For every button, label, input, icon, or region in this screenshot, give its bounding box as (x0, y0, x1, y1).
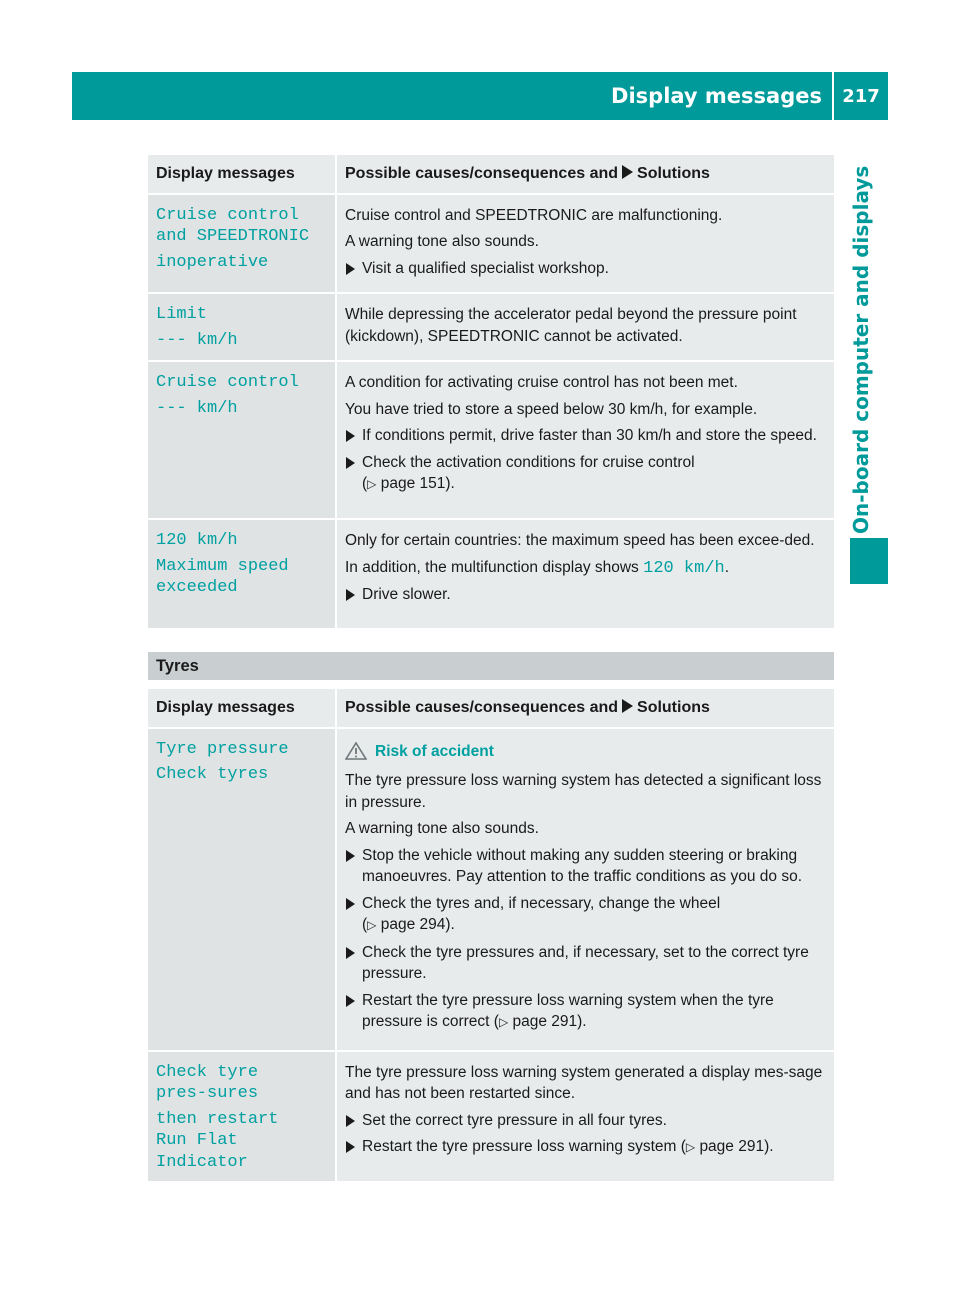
right-triangle-icon (622, 699, 633, 713)
warning-triangle-icon (345, 742, 367, 760)
paragraph: A warning tone also sounds. (345, 820, 539, 837)
display-code-inline: 120 km/h (643, 558, 725, 578)
display-message-cell (148, 1051, 336, 1183)
section-bar-tyres (148, 652, 834, 680)
display-messages-table-2 (148, 689, 834, 1183)
solution-cell (336, 519, 834, 629)
display-message-cell (148, 519, 336, 629)
instruction-step (345, 258, 826, 280)
step-text: Check the tyres and, if necessary, change the wheel (362, 894, 721, 912)
instruction-step (345, 584, 826, 606)
table-row (148, 1051, 834, 1183)
side-tab-block (850, 538, 888, 584)
display-code: Cruise control (156, 373, 299, 392)
side-tab-label: On-board computer and displays (849, 165, 873, 535)
paragraph: Only for certain countries: the maximum speed has been excee-ded. (345, 532, 815, 549)
display-code: Maximum speed exceeded (156, 556, 289, 597)
table-row (148, 361, 834, 519)
paragraph: Cruise control and SPEEDTRONIC are malfunctioning. (345, 206, 723, 224)
display-code: Limit (156, 305, 208, 324)
solution-cell (336, 361, 834, 519)
instruction-step: Check the activation conditions for cruise control (▷ page 151). (345, 452, 826, 496)
right-triangle-icon (346, 995, 355, 1007)
warning-label (345, 741, 826, 763)
display-code: inoperative (156, 252, 269, 272)
instruction-step (345, 845, 826, 888)
paragraph: While depressing the accelerator pedal beyond the pressure point (kickdown), SPEEDTRONIC cannot be activated. (345, 306, 797, 345)
step-text: Restart the tyre pressure loss warning system (362, 1138, 677, 1155)
header-causes-solutions (336, 155, 834, 194)
paragraph: The tyre pressure loss warning system generated a display mes-sage and has not been restarted since. (345, 1063, 823, 1102)
right-triangle-icon (346, 457, 355, 469)
instruction-step: Restart the tyre pressure loss warning system when the tyre pressure is correct (▷ page 291). (345, 990, 826, 1034)
header-solutions-label: Solutions (637, 165, 710, 182)
display-code: Check tyre pres-sures (156, 1062, 259, 1103)
header-solutions-label: Solutions (637, 699, 710, 716)
display-message-cell (148, 361, 336, 519)
right-triangle-icon (346, 430, 355, 442)
display-code: Tyre pressure (156, 739, 289, 759)
step-text: Stop the vehicle without making any sudden steering or braking manoeuvres. Pay attention to the traffic conditions as you do so. (362, 846, 803, 885)
page-header (72, 72, 888, 120)
page-reference[interactable]: page 291). (512, 1013, 587, 1030)
solution-cell (336, 293, 834, 361)
display-message-cell (148, 728, 336, 1051)
instruction-step: Restart the tyre pressure loss warning system (▷ page 291). (345, 1136, 826, 1159)
display-message-cell (148, 194, 336, 294)
right-triangle-icon (346, 850, 355, 862)
step-text: If conditions permit, drive faster than 30 km/h and store the speed. (362, 427, 817, 444)
step-text: Check the tyre pressures and, if necessary, set to the correct tyre pressure. (362, 943, 809, 982)
table-row (148, 194, 834, 294)
paragraph: You have tried to store a speed below 30 km/h, for example. (345, 400, 758, 418)
header-causes-solutions (336, 689, 834, 728)
header-title: Display messages (611, 84, 822, 108)
right-triangle-icon (346, 1115, 355, 1127)
paragraph: The tyre pressure loss warning system has detected a significant loss in pressure. (345, 772, 822, 811)
table-header-row (148, 689, 834, 728)
section-title: Tyres (156, 656, 199, 675)
page-ref-triangle-icon: ▷ (498, 1015, 509, 1029)
display-code: Check tyres (156, 765, 269, 784)
table-header-row (148, 155, 834, 194)
page-reference[interactable]: page 151). (380, 475, 455, 492)
display-code: 120 km/h (156, 531, 238, 550)
inline-text: . (724, 558, 730, 576)
solution-cell (336, 1051, 834, 1183)
paragraph: A condition for activating cruise control has not been met. (345, 374, 738, 391)
instruction-step (345, 1110, 826, 1132)
header-causes-label: Possible causes/consequences and (345, 165, 619, 182)
instruction-step: Check the tyres and, if necessary, change the wheel (▷ page 294). (345, 893, 826, 937)
right-triangle-icon (346, 589, 355, 601)
warning-text: Risk of accident (375, 742, 494, 760)
paragraph: A warning tone also sounds. (345, 233, 539, 250)
display-messages-table-1 (148, 155, 834, 630)
table-row (148, 293, 834, 361)
instruction-step (345, 425, 826, 447)
page-number: 217 (842, 85, 880, 107)
right-triangle-icon (622, 165, 633, 179)
display-code: --- km/h (156, 330, 238, 350)
right-triangle-icon (346, 898, 355, 910)
page-ref-triangle-icon: ▷ (685, 1140, 696, 1154)
solution-cell (336, 728, 834, 1051)
right-triangle-icon (346, 1141, 355, 1153)
step-text: Drive slower. (362, 586, 451, 603)
header-display-messages: Display messages (148, 155, 336, 194)
right-triangle-icon (346, 263, 355, 275)
display-code: then restart Run Flat Indicator (156, 1109, 279, 1172)
paragraph (345, 557, 826, 580)
header-display-messages: Display messages (148, 689, 336, 728)
instruction-step (345, 942, 826, 985)
display-code: Cruise control and SPEEDTRONIC (156, 205, 310, 246)
step-text: Visit a qualified specialist workshop. (362, 259, 609, 277)
display-message-cell (148, 293, 336, 361)
page-ref-triangle-icon: ▷ (367, 477, 377, 491)
display-code: --- km/h (156, 398, 238, 418)
page-reference[interactable]: page 294). (380, 916, 455, 933)
table-row (148, 728, 834, 1051)
step-text: Set the correct tyre pressure in all four tyres. (362, 1111, 667, 1129)
step-text: Restart the tyre pressure loss warning system when the tyre pressure is correct (362, 991, 774, 1030)
page-reference[interactable]: page 291). (699, 1138, 774, 1155)
right-triangle-icon (346, 947, 355, 959)
inline-text: In addition, the multifunction display shows (345, 558, 639, 576)
header-causes-label: Possible causes/consequences and (345, 699, 619, 716)
solution-cell (336, 194, 834, 294)
page-ref-triangle-icon: ▷ (367, 918, 377, 932)
step-text: Check the activation conditions for cruise control (362, 453, 695, 471)
table-row (148, 519, 834, 629)
